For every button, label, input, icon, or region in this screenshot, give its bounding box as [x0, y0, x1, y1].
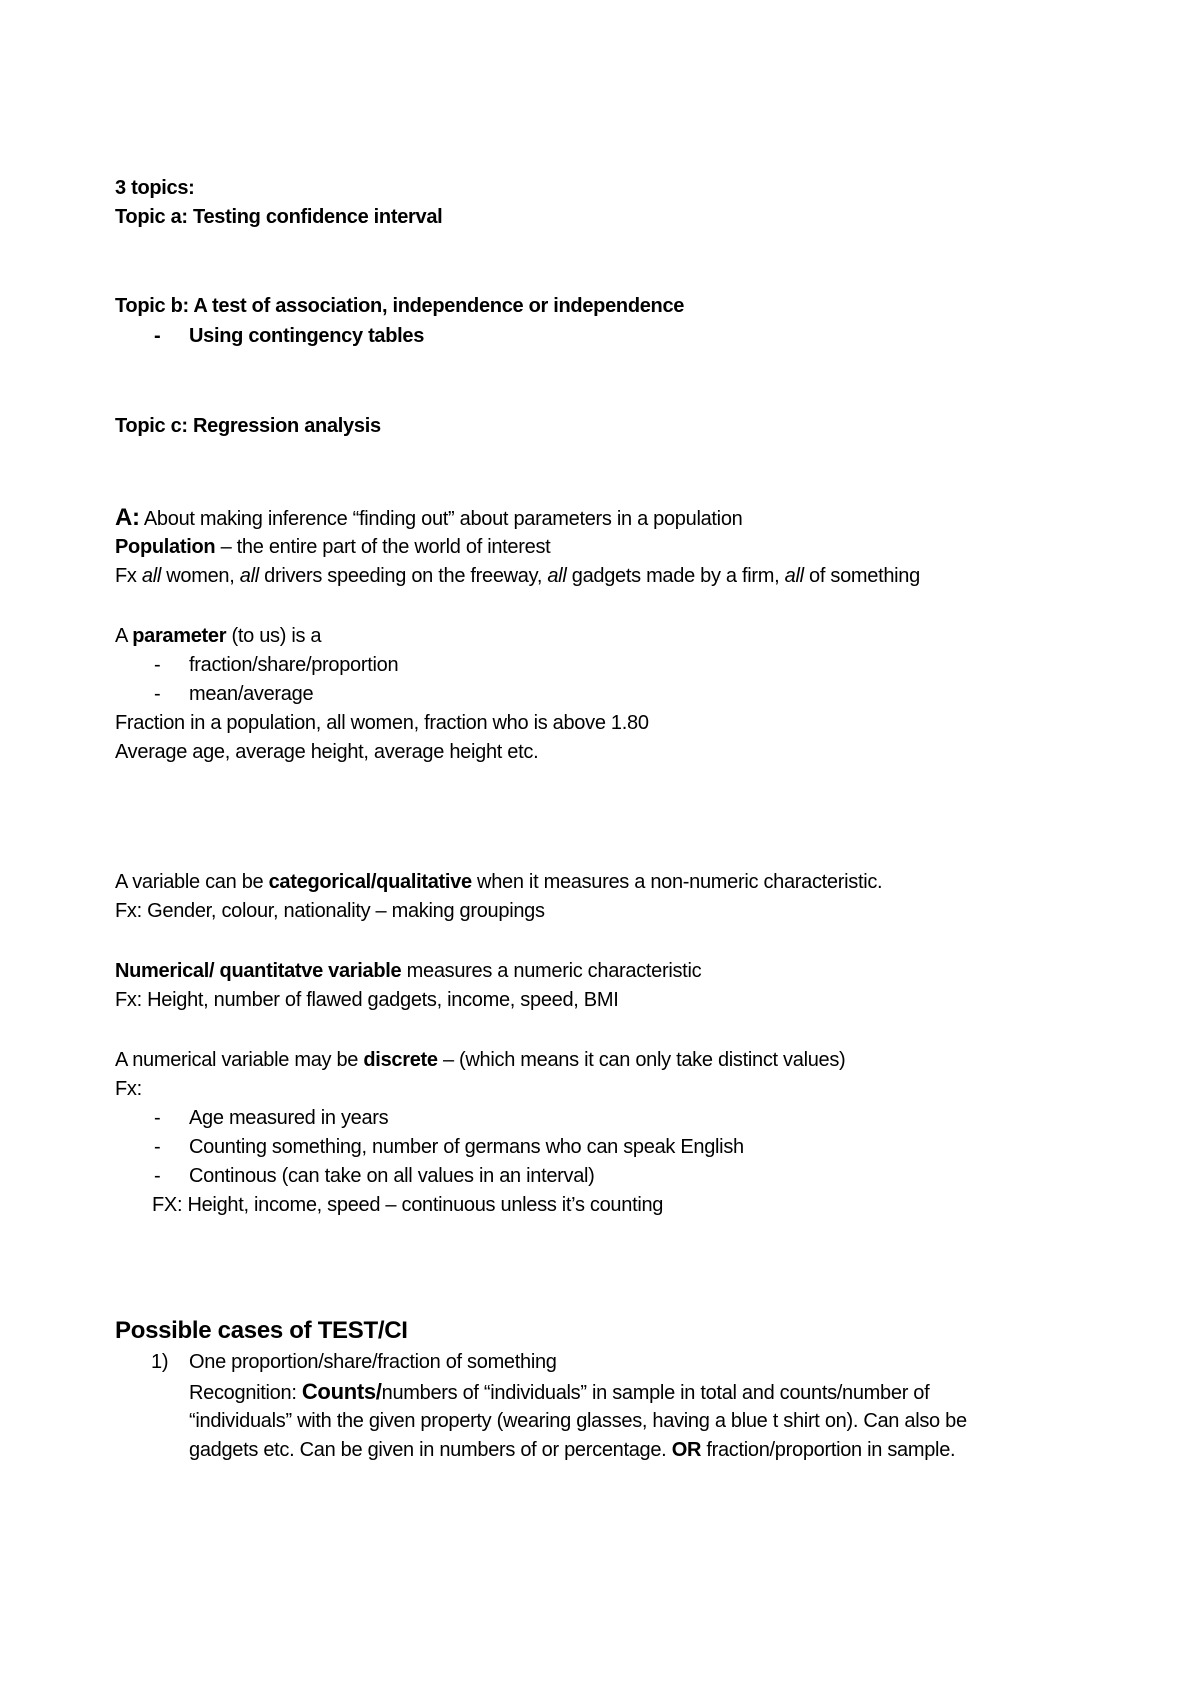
recognition-line-1 — [189, 1378, 929, 1407]
recognition-prefix: Recognition: — [189, 1382, 302, 1404]
topic-c: Topic c: Regression analysis — [115, 415, 381, 437]
bullet-dash: - — [154, 325, 161, 347]
fx-text: women, — [161, 565, 240, 587]
population-def: – the entire part of the world of interest — [215, 536, 551, 558]
discrete-prefix: A numerical variable may be — [115, 1049, 364, 1071]
bullet-dash: - — [154, 1107, 161, 1129]
fx-text: Fx — [115, 565, 142, 587]
bullet-dash: - — [154, 1165, 161, 1187]
continuous-fx: FX: Height, income, speed – continuous unless it’s counting — [152, 1194, 664, 1216]
case-number: 1) — [151, 1351, 169, 1373]
recognition-text: gadgets etc. Can be given in numbers of or percentage. — [189, 1439, 672, 1461]
average-line: Average age, average height, average height etc. — [115, 741, 539, 763]
fraction-line: Fraction in a population, all women, fraction who is above 1.80 — [115, 712, 649, 734]
discrete-line — [115, 1046, 845, 1074]
topic-b-bullet: Using contingency tables — [189, 325, 425, 347]
categorical-suffix: when it measures a non-numeric characteristic. — [471, 871, 883, 893]
parameter-line — [115, 622, 321, 650]
bullet-dash: - — [154, 1136, 161, 1158]
numerical-fx: Fx: Height, number of flawed gadgets, income, speed, BMI — [115, 989, 619, 1011]
recognition-term: Counts/ — [301, 1379, 382, 1404]
numerical-suffix: measures a numeric characteristic — [401, 960, 702, 982]
recognition-line-2: “individuals” with the given property (wearing glasses, having a blue t shirt on). Can also be — [189, 1410, 967, 1432]
categorical-term: categorical/qualitative — [268, 871, 472, 893]
section-a-label: A: — [115, 504, 140, 531]
parameter-suffix: (to us) is a — [226, 625, 322, 647]
bullet-dash: - — [154, 683, 161, 705]
topics-heading: 3 topics: — [115, 177, 195, 199]
parameter-bullet: fraction/share/proportion — [189, 654, 399, 676]
case-title: One proportion/share/fraction of something — [189, 1351, 557, 1373]
discrete-fx: Fx: — [115, 1078, 142, 1100]
topic-b: Topic b: A test of association, independence or independence — [115, 295, 685, 317]
population-line — [115, 533, 550, 561]
recognition-text: fraction/proportion in sample. — [701, 1439, 956, 1461]
population-term: Population — [115, 536, 216, 558]
section-a-intro-line — [115, 504, 742, 533]
fx-emphasis: all — [141, 565, 161, 587]
cases-heading: Possible cases of TEST/CI — [115, 1317, 408, 1344]
discrete-bullet: Counting something, number of germans who can speak English — [189, 1136, 744, 1158]
fx-emphasis: all — [784, 565, 804, 587]
discrete-term: discrete — [363, 1049, 438, 1071]
fx-text: gadgets made by a firm, — [566, 565, 785, 587]
population-fx-line — [115, 562, 920, 590]
numerical-term: Numerical/ quantitatve variable — [115, 960, 402, 982]
parameter-prefix: A — [115, 625, 133, 647]
topic-a: Topic a: Testing confidence interval — [115, 206, 443, 228]
recognition-or: OR — [671, 1439, 702, 1461]
bullet-dash: - — [154, 654, 161, 676]
fx-text: drivers speeding on the freeway, — [258, 565, 548, 587]
fx-emphasis: all — [547, 565, 567, 587]
discrete-suffix: – (which means it can only take distinct values) — [437, 1049, 846, 1071]
recognition-text: numbers of “individuals” in sample in total and counts/number of — [381, 1382, 930, 1404]
categorical-prefix: A variable can be — [115, 871, 269, 893]
fx-text: of something — [803, 565, 920, 587]
discrete-bullet: Continous (can take on all values in an interval) — [189, 1165, 595, 1187]
parameter-term: parameter — [132, 625, 227, 647]
parameter-bullet: mean/average — [189, 683, 314, 705]
categorical-fx: Fx: Gender, colour, nationality – making groupings — [115, 900, 545, 922]
recognition-line-3 — [189, 1436, 955, 1464]
categorical-line — [115, 868, 882, 896]
numerical-line — [115, 957, 701, 985]
fx-emphasis: all — [239, 565, 259, 587]
discrete-bullet: Age measured in years — [189, 1107, 389, 1129]
section-a-intro: About making inference “finding out” about parameters in a population — [139, 508, 743, 530]
